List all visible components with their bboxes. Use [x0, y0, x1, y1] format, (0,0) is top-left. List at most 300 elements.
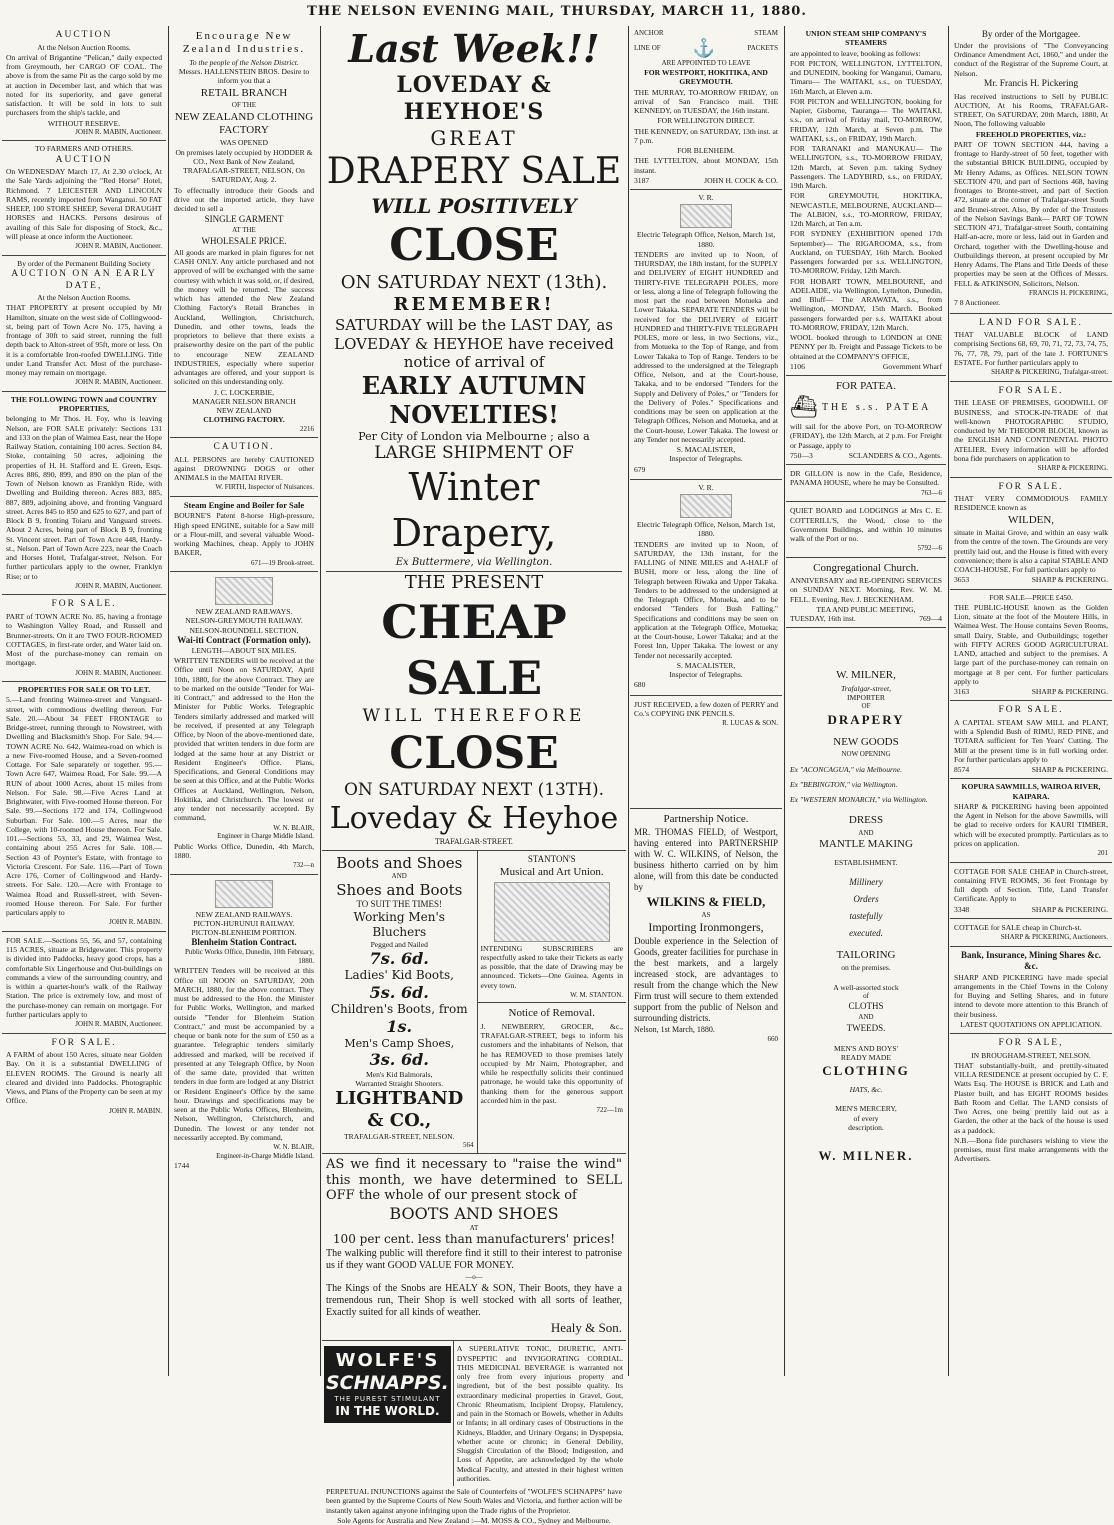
- mens-boys-label: MEN'S AND BOYS': [834, 1043, 898, 1053]
- ad-heading: UNION STEAM SHIP COMPANY'S STEAMERS: [805, 29, 927, 48]
- price: 7s. 6d.: [369, 948, 429, 968]
- ad-body: 5.—Land fronting Waimea-street and Vanguard-street, with commodious dwelling thereon. For Sale. 20.—About 34 FEET FRONTAGE to Bridge-street, running through to Nowstreet, with Dwelling and Blacksmith's Shop. For Sale. 94.—TOWN ACRE No. 642, Waimea-road on which is a new Five-roomed House, and a Seven-roomed Cottage. For Sale separately or together. 95.—Town Acre 647, Waimea Road, For Sale. 99.—A RUN of about 1000 Acres, about 15 miles from Nelson. For Sale. 98.—Five Acres Land at Brightwater, with Five-roomed House thereon. For Sale. 99.—Sections 172 and 174, Collingwood Suburban. For Sale. 100.—5 Acres, near the College, with 10-roomed House thereon. For Sale. 101.—Sections 53, 33, and 29, Waimea West, containing about 255 Acres for Sale. 108.—Section 43 of Poynter's Estate, with frontage to Victoria Crescent. For Sale. 116.—Part of Town Acre 176, Corner of Collingwood and Hardy-streets. For Sale. 120.—Acre with Frontage to Waimea Road and Russell-street, with Seven-roomed House thereon. For Sale. For further particulars apply to: [6, 695, 162, 918]
- boots-and-stanton-row: [322, 851, 626, 1154]
- tailoring-title: TAILORING: [836, 948, 896, 961]
- tastefully-label: tastefully: [849, 910, 883, 921]
- single-garment-title: SINGLE GARMENT: [204, 214, 284, 225]
- properties-to-let-ad: [2, 682, 166, 932]
- steamship-icon: ⛴: [790, 394, 818, 420]
- route-heading: FOR WESTPORT, HOKITIKA, AND GREYMOUTH.: [644, 68, 768, 87]
- ad-signature: JOHN R. MABIN, Auctioneer.: [75, 1020, 162, 1029]
- union-steam-ship-ad: [786, 26, 946, 376]
- schnapps-agents: Sole Agents for Australia and New Zealand :—M. MOSS & CO., Sydney and Melbourne.: [337, 1515, 611, 1525]
- ad-dateline: Electric Telegraph Office, Nelson, March 1st, 1880.: [636, 520, 776, 539]
- ad-connector: AND: [858, 1013, 874, 1022]
- executed-label: executed.: [849, 927, 883, 938]
- ad-heading: STEAM: [754, 29, 778, 37]
- ad-number: 750—3: [790, 450, 813, 460]
- ad-subheading: PICTON-BLENHEIM PORTION.: [191, 928, 297, 938]
- milner-signature: W. MILNER.: [818, 1148, 914, 1164]
- ad-number: 201: [1097, 849, 1108, 858]
- close-headline: CLOSE: [389, 727, 559, 779]
- golden-bay-farm-ad: [2, 1034, 166, 1120]
- ad-footer: [954, 687, 1108, 696]
- ad-heading: FOR SALE.: [51, 599, 117, 610]
- shipment-line: Ex "ACONCAGUA," via Melbourne.: [790, 764, 903, 774]
- ad-connector: OF THE: [231, 100, 257, 109]
- ad-note: WITHOUT RESERVE.: [47, 118, 121, 128]
- ad-heading: Bank, Insurance, Mining Shares &c. &c.: [960, 949, 1102, 971]
- autumn-novelties-headline: EARLY AUTUMN NOVELTIES!: [361, 371, 587, 430]
- ad-signature: Engineer in Charge Middle Island.: [217, 832, 314, 841]
- ad-body: TENDERS are invited up to Noon, of THURSDAY, the 18th instant, for the SUPPLY and DELIVERY of EIGHT HUNDRED and THIRTY-FIVE TELEGRAPH POLES, more or less, along a line of Telegraph following the most part the road between Motueka and Lower Takaka. SEPARATE TENDERS will be received for the DELIVERY of EIGHT HUNDRED and THIRTY-FIVE TELEGRAPH POLES, more or less, in two Sections, viz., from Motueka to the Top of Range, and from Lower Takaka to Top of Range. Tenders to be addressed to the undersigned at the Telegraph Office, Nelson, and at the Court-house, Takaka, and to be endorsed "Tenders for the Supply and Delivery of Poles," or "Tenders for the Delivery of Poles." Specifications and conditions may be seen on application at the Telegraph Offices, Nelson and Motueka, and at the Court-house, Lower Takaka. The lowest or any Tender not necessarily accepted.: [634, 249, 778, 444]
- wilkins-field-title: WILKINS & FIELD,: [646, 893, 766, 909]
- ad-connector: AT: [469, 1223, 479, 1232]
- clothing-title: CLOTHING: [822, 1063, 910, 1079]
- route-entry: FOR PICTON, WELLINGTON, LYTTELTON, and DUNEDIN, booking for Wanganui, Oamaru, Timaru— The WAITAKI, s.s., on TUESDAY, 16th March, at Eleven a.m.: [790, 58, 942, 96]
- ad-footer: [790, 451, 942, 460]
- ad-signature: SHARP & PICKERING, Trafalgar-street.: [991, 368, 1108, 377]
- price: 5s. 6d.: [369, 982, 429, 1002]
- ad-signature: R. LUCAS & SON.: [722, 719, 778, 728]
- route-heading: FOR WELLINGTON DIRECT.: [657, 116, 755, 126]
- mantle-making-title: MANTLE MAKING: [819, 838, 913, 851]
- schnapps-caution: PERPETUAL INJUNCTIONS against the Sale of Counterfeits of "WOLFE'S SCHNAPPS" have been granted by the Supreme Courts of New South Wales and Victoria, and further action will be instantly taken against anyone infringing upon the Trade rights of the Proprietor.: [326, 1487, 622, 1515]
- ad-heading: Shoes and Boots: [336, 881, 463, 900]
- ad-number: 722—1m: [596, 1106, 623, 1114]
- kopura-sawmills-ad: [950, 779, 1112, 862]
- ad-body: THAT VERY COMMODIOUS FAMILY RESIDENCE known as: [954, 494, 1108, 513]
- will-therefore-title: WILL THEREFORE: [362, 705, 586, 726]
- ad-signature: Inspector of Telegraphs.: [669, 454, 743, 464]
- ad-heading: FOR SALE.: [998, 481, 1064, 492]
- ad-subheading: IN BROUGHAM-STREET, NELSON.: [971, 1050, 1091, 1060]
- ad-number: 1106: [790, 361, 805, 371]
- ad-body: THE KENNEDY, on SATURDAY, 13th inst. at 7 p.m.: [634, 126, 778, 145]
- route-entry: FOR PICTON and WELLINGTON, booking for Napier, Gisborne, Tauranga— The WAITAKI, s.s., on arrival of Friday mail, TO-MORROW, FRIDAY, 12th March, at Seven p.m. The WAITAKI, s.s., on FRIDAY, 19th March.: [790, 96, 942, 143]
- auctioneer-name: Mr. Francis H. Pickering: [983, 78, 1079, 89]
- ad-number: 2216: [300, 424, 314, 433]
- ad-body: SHARP & PICKERING having been appointed the Agent in Nelson for the above Sawmills, will be glad to receive orders for KAURI TIMBER, which will be executed promptly. Particulars as to prices on application.: [954, 801, 1108, 848]
- price-headline: 100 per cent. less than manufacturers' prices!: [332, 1232, 616, 1247]
- ad-body: TENDERS are invited up to Noon, of SATURDAY, the 13th instant, for the FALLING of NINE MILES and A-HALF of BUSH, more or less, along the line of Telegraph between Riwaka and Upper Takaka. Tenders to be addressed to the undersigned at the Telegraph Office, Motueka, and to be endorsed "Tenders for Bush Falling." Specifications and conditions may be seen on application at the Telegraph Office, Motueka; at the Court-house, Lower Takaka; and at the Forest Inn, Upper Takaka. The lowest or any Tender not necessarily accepted.: [634, 539, 778, 660]
- ad-signature: MANAGER NELSON BRANCH: [192, 396, 296, 406]
- column-3: [322, 26, 626, 1525]
- ad-body: PART of TOWN ACRE No. 85, having a frontage to Washington Valley Road, and Russell and Brunner-streets. On it are TWO FOUR-ROOMED COTTAGES, in first-rate order, and Water laid on. Most of the purchase-money can remain on mortgage.: [6, 612, 162, 668]
- column-rule: [168, 26, 169, 1376]
- freehold-title: FREEHOLD PROPERTIES, viz.:: [975, 129, 1087, 139]
- ad-dateline: Public Works Office, Dunedin, 4th March, 1880.: [174, 841, 314, 860]
- schnapps-poster: [322, 1341, 453, 1486]
- ad-number: 8574: [954, 765, 970, 775]
- ad-signature: SHARP & PICKERING.: [1031, 765, 1108, 775]
- close-headline: CLOSE: [389, 219, 559, 271]
- now-opening-label: NOW OPENING: [841, 750, 891, 759]
- coal-auction-ad: [2, 26, 166, 141]
- ad-intro: By order of the Mortgagee.: [981, 29, 1081, 39]
- cottage-sale-ad: [950, 863, 1112, 919]
- ad-body: THE LEASE OF PREMISES, GOODWILL OF BUSINESS, and STOCK-IN-TRADE of that well-known PHOTOGRAPHIC STUDIO, conducted by Mr THEODOR BLOCH, known as the ENGLISH AND CONTINENTAL PHOTO ATELIER. Every information will be afforded bona fide purchasers on application to: [954, 398, 1108, 463]
- ad-footer: [790, 362, 942, 371]
- ad-body: MR. THOMAS FIELD, of Westport, having entered into PARTNERSHIP with W. C. WILKINS, of Nelson, the business hitherto carried on by him alone, will from this date be conducted by: [634, 826, 778, 892]
- on-saturday-line: ON SATURDAY NEXT (13TH).: [343, 780, 605, 801]
- ad-signature: J. C. LOCKERBIE,: [213, 387, 275, 397]
- railways-waiiti-ad: [170, 572, 318, 875]
- ad-body: A CAPITAL STEAM SAW MILL and PLANT, with a Splendid Bush of RIMU, RED PINE, and TOTARA sufficient for Ten Years' Cutting. The Mill at the present time is in full working order. For further particulars apply to: [954, 717, 1108, 764]
- ad-signature: SHARP & PICKERING.: [1031, 904, 1108, 914]
- ad-subheading: PICTON-HURUNUI RAILWAY.: [193, 918, 295, 928]
- ad-heading: AUCTION ON AN EARLY DATE,: [11, 268, 157, 291]
- ad-body: J. NEWBERRY, GROCER, &c., TRAFALGAR-STREET, begs to inform his customers and the inhabitants of Nelson, that he has REMOVED to those premises lately occupied by Mr Nairn, Photographer, and while he respectfully solicits their continued patronage, he would take this opportunity of thanking them for the generous support accorded him in the past.: [480, 1021, 623, 1105]
- royal-arms-engraving: [680, 494, 732, 518]
- ad-subheading: At the Nelson Auction Rooms.: [37, 42, 131, 52]
- partnership-notice-ad: [630, 809, 782, 1048]
- ad-body: To effectually introduce their Goods and drive out the imported article, they have decided to sell a: [174, 185, 314, 214]
- new-goods-title: NEW GOODS: [833, 735, 899, 748]
- royal-arms-engraving: [215, 880, 273, 908]
- telegraph-poles-ad: [630, 190, 782, 480]
- tweeds-title: TWEEDS.: [846, 1022, 886, 1033]
- shipment-note: Per City of London via Melbourne ; also a: [358, 429, 590, 443]
- ad-intro: To the people of the Nelson District.: [189, 57, 299, 67]
- product-line: Pegged and Nailed: [370, 939, 428, 949]
- bridgewater-sections-ad: [2, 932, 166, 1034]
- ad-body: On WEDNESDAY March 17, At 2.30 o'clock, At the Sale Yards adjoining the "Red Horse" Hotel, Richmond. 7 LEICESTER AND LINCOLN RAMS, recently imported from Wanganui. 50 FAT SHEEP, 100 STORE SHEEP, Several DRAUGHT HORSES and HACKS. Persons desirous of availing of this Sale for disposing of Stock, &c., will please at once inform the Auctioneer.: [6, 167, 162, 241]
- healy-verse: The Kings of the Snobs are HEALY & SON, Their Boots, they have a tremendous run, Their Shop is well stocked with all sorts of leather, Exactly suited for all kinds of weather.: [326, 1282, 622, 1319]
- ad-heading: AUCTION: [55, 30, 113, 40]
- ad-subheading: WAS OPENED: [220, 138, 268, 148]
- anchor-header: [634, 29, 778, 38]
- ad-body: JUST RECEIVED, a few dozen of PERRY and Co.'s COPYING INK PENCILS.: [634, 699, 778, 718]
- ready-made-label: READY MADE: [840, 1053, 892, 1063]
- hats-label: HATS, &c.: [849, 1085, 883, 1095]
- ad-number: 3653: [954, 575, 970, 585]
- ad-body: Messrs. HALLENSTEIN BROS. Desire to inform you that a: [178, 67, 310, 86]
- ad-body: FOR SALE.—Sections 55, 56, and 57, containing 115 ACRES, situate at Bridgewater. This property is divided into Paddocks, heavy good crops, has a comfortable Six Lingerhouse and Out-buildings on commands a view of the surrounding country, and is within a quarter-hour's walk of the Railway Station. The price is extremely low, and most of the purchase-money can remain on mortgage. For further particulars apply to: [6, 935, 162, 1019]
- ad-signature: SCLANDERS & CO., Agents.: [848, 450, 942, 460]
- ad-connector: OF: [861, 702, 871, 711]
- retail-branch-title: RETAIL BRANCH: [200, 86, 288, 99]
- ad-heading: FOR PATEA.: [835, 380, 897, 392]
- ad-signature: JOHN R. MABIN, Auctioneer.: [75, 668, 162, 677]
- ad-signature: NEW ZEALAND: [216, 406, 272, 416]
- ad-body: THE LYTTELTON, about MONDAY, 15th instant.: [634, 156, 778, 175]
- ad-footer: [954, 905, 1108, 914]
- ad-heading: THE FOLLOWING TOWN and COUNTRY PROPERTIES,: [10, 394, 158, 414]
- wolfe-schnapps-ad: [322, 1341, 626, 1486]
- ad-dateline: Electric Telegraph Office, Nelson, March 1st, 1880.: [636, 230, 776, 249]
- product-line: Men's Camp Shoes,: [344, 1036, 455, 1050]
- ad-signature: W. M. STANTON.: [570, 990, 623, 999]
- steam-engine-ad: [170, 497, 318, 572]
- column-rule: [320, 26, 321, 1376]
- shipment-line: Ex "WESTERN MONARCH," via Wellington.: [790, 795, 928, 805]
- route-heading: FOR BLENHEIM.: [677, 146, 735, 156]
- column-rule: [784, 26, 785, 1376]
- anchor-icon: ⚓: [692, 37, 716, 58]
- factory-title: NEW ZEALAND CLOTHING FACTORY: [174, 110, 314, 136]
- ad-dateline: Nelson, 1st March, 1880.: [634, 1024, 715, 1034]
- ad-body: On arrival of Brigantine "Pelican," daily expected from Greymouth, her CARGO OF COAL. The above is from the same Pit as the cargo sold by me at auction in December last, and which that was noted for its superiority, and gave general satisfaction. It will be sold in lots to suit purchasers from the ship's tackle, and: [6, 52, 162, 118]
- ad-body: THAT VALUABLE BLOCK of LAND comprising Sections 68, 69, 70, 71, 72, 73, 74, 75, 76, 77, 78, 79, part of the late J. FORTUNE'S ESTATE. For further particulars apply to: [954, 330, 1108, 367]
- ad-number: 564: [463, 1141, 474, 1150]
- ad-footer: [634, 176, 778, 185]
- ad-signature: JOHN R. MABIN.: [109, 918, 162, 927]
- every-label: of every: [853, 1113, 879, 1123]
- cottage-church-st-ad: [950, 919, 1112, 947]
- ad-number: 3187: [634, 175, 650, 185]
- ad-number: 7 8 Auctioneer.: [954, 298, 1001, 308]
- ad-body: A SUPERLATIVE TONIC, DIURETIC, ANTI-DYSPEPTIC and INVIGORATING CORDIAL. THIS MEDICINAL BEVERAGE is warranted not only free from every injurious property and ingredient, but of the best possible quality. Its extraordinary medicinal properties in Gravel, Gout, Chronic Rheumatism, Incipient Dropsy, Flatulency, and pain in the Stomach or Bowels, whether in Adults or Infants; in all ordinary cases of Obstructions in the Kidneys, Bladder, and Urinary Organs; in Dyspepsia, whether acute or chronic; in General Debility, Sluggish Circulation of the Blood; Indigestion, and Loss of Appetite, are acknowledged by the whole Medical Faculty, and attested in their highest written authorities.: [456, 1344, 623, 1483]
- ad-body: DR GILLON is now in the Cafe, Residence, PANAMA HOUSE, where he may be Consulted.: [790, 469, 942, 488]
- ad-dateline: Public Works Office, Dunedin, 10th February, 1880.: [185, 948, 314, 965]
- ad-heading: NEW ZEALAND RAILWAYS.: [195, 909, 293, 919]
- ad-heading: KOPURA SAWMILLS, WAIROA RIVER, KAIPARA.: [961, 782, 1101, 801]
- harp-and-instruments-engraving: [494, 882, 610, 942]
- ad-body: COTTAGE FOR SALE CHEAP in Church-street, containing FIVE ROOMS, 36 feet Frontage by full depth of Section. Title, Land Transfer Certificate. Apply to: [954, 866, 1108, 904]
- column-5: [786, 26, 946, 1376]
- ad-number: 769—4: [919, 614, 942, 624]
- vr-cipher: V. R.: [698, 193, 714, 203]
- address-line: TRAFALGAR-STREET.: [434, 837, 514, 846]
- vr-cipher: V. R.: [698, 482, 714, 492]
- ad-heading: Partnership Notice.: [663, 812, 749, 825]
- ad-signature: W. FIRTH, Inspector of Nuisances.: [215, 483, 314, 492]
- ad-footer: [954, 575, 1108, 584]
- board-lodging-ad: [786, 502, 946, 558]
- schnapps-title: SCHNAPPS.: [326, 1372, 449, 1395]
- ad-body: PART OF TOWN SECTION 444, having a frontage to Hardy-street of 50 feet, together with the substantial BRICK BUILDING, occupied by Mr Henry Adams, as Offices. NELSON TOWN SECTION 470, and part of Sections 468, having frontages to Bronte-street, and part of Section 472, situate at the corner of Trafalgar-street South and Brunei-street. Also, By order of the Trustees of the Nelson Savings Bank— PART OF TOWN SECTION 471, Trafalgar-street South, containing Half-an-acre, more or less, laid out in Garden and Orchard, together with the Dwelling-house and Outbuildings thereon, at present occupied by Mr Henry Adams. The Plans and Title Deeds of these properties may be seen at the Offices of Messrs. FELL & ATKINSON, Solicitors, Nelson.: [954, 139, 1108, 288]
- ad-number: 660: [767, 1035, 778, 1044]
- ad-number: 1744: [174, 1161, 190, 1171]
- ad-subheading: TO SUIT THE TIMES!: [356, 899, 443, 910]
- ad-heading: STANTON'S: [527, 854, 576, 865]
- schnapps-text: [453, 1341, 626, 1486]
- ship-name: THE s.s. PATEA: [821, 401, 932, 413]
- shares-brokerage-ad: [950, 947, 1112, 1034]
- w-milner-ad: [786, 628, 946, 1169]
- ad-heading: LINE OF: [634, 44, 661, 53]
- anchor-header: [634, 38, 778, 60]
- ad-body: THE MURRAY, TO-MORROW FRIDAY, on arrival of San Francisco mail. THE KENNEDY, on TUESDAY, the 16th instant.: [634, 87, 778, 116]
- ad-body: SHARP AND PICKERING have made special arrangements in the Chief Towns in the Colony for Buying and Selling Shares, and in future intend to devote more attention to this Branch of their business.: [954, 972, 1108, 1019]
- ad-signature: 671—19 Brook-street.: [251, 558, 314, 567]
- establishment-label: ESTABLISHMENT.: [834, 857, 898, 867]
- public-house-ad: [950, 590, 1112, 702]
- ad-body: The walking public will therefore find it still to their interest to patronise us if they want GOOD VALUE FOR MONEY.: [326, 1247, 622, 1272]
- dr-gillon-ad: [786, 465, 946, 502]
- ad-signature: JOHN R. MABIN, Auctioneer.: [75, 242, 162, 251]
- ad-subheading: NELSON-GREYMOUTH RAILWAY.: [185, 616, 303, 626]
- on-saturday-line: ON SATURDAY NEXT (13th).: [340, 272, 608, 294]
- ad-body: Double experience in the Selection of Goods, greater facilities for purchase in the best markets, and a largely increased stock, are advantages to result from the change which the New Firm trust will secure to them extended support from the public of Nelson and surrounding districts.: [634, 935, 778, 1023]
- ad-signature: CLOTHING FACTORY.: [203, 415, 285, 425]
- patea-ship-row: [790, 394, 942, 421]
- nz-clothing-factory-ad: [170, 26, 318, 438]
- ad-body: A FARM of about 150 Acres, situate near Golden Bay. On it is a substantial DWELLING of ELEVEN ROOMS. The Ground is nearly all cleared and divided into Paddocks. Photographic Views, and Plans of the Property can be seen at my Office.: [6, 1050, 162, 1106]
- great-title: GREAT: [430, 126, 518, 151]
- healy-son-ad: [322, 1154, 626, 1342]
- schnapps-footer: [322, 1487, 626, 1525]
- winter-drapery-headline: Winter Drapery,: [391, 464, 557, 556]
- ad-heading: Steam Engine and Boiler for Sale: [183, 499, 305, 510]
- farmers-auction-ad: [2, 141, 166, 255]
- tea-meeting-title: TEA AND PUBLIC MEETING,: [816, 604, 916, 614]
- ad-number: 3163: [954, 687, 970, 697]
- ad-signature: JOHN R. MABIN.: [109, 1106, 162, 1115]
- product-line: Working Men's Bluchers: [353, 910, 445, 939]
- ad-body: ANNIVERSARY and RE-OPENING SERVICES on SUNDAY NEXT. Morning, Rev. W. M. FELL. Evening, Rev. J. BECKENHAM.: [790, 576, 942, 604]
- ad-body: COTTAGE for SALE cheap in Church-st.: [954, 922, 1082, 932]
- notice-of-removal-ad: [478, 1003, 627, 1117]
- ad-signature: SHARP & PICKERING.: [1031, 575, 1108, 585]
- product-line: Men's Kid Balmorals,: [365, 1069, 433, 1079]
- present-title: THE PRESENT: [326, 571, 622, 594]
- importer-label: IMPORTER: [847, 693, 885, 703]
- importing-ironmongers-title: Importing Ironmongers,: [648, 920, 764, 935]
- ad-signature: FRANCIS H. PICKERING,: [1029, 288, 1108, 297]
- ad-note: N.B.—Bona fide purchasers wishing to view the premises, must first make arrangements with the Advertisers.: [954, 1135, 1108, 1164]
- ad-subheading: ARE APPOINTED TO LEAVE: [661, 59, 751, 68]
- ad-signature: SHARP & PICKERING.: [1031, 687, 1108, 697]
- milner-name: W. MILNER,: [836, 669, 896, 682]
- royal-arms-engraving: [215, 577, 273, 605]
- ad-body: QUIET BOARD and LODGINGS at Mrs C. E. COTTERILL'S, the Wood, close to the Government Buildings, and within 10 minutes walk of the Port or no.: [790, 506, 942, 544]
- ad-signature: SHARP & PICKERING, Auctioneers.: [1000, 933, 1108, 942]
- land-for-sale-ad: [950, 314, 1112, 382]
- ad-signature: SHARP & PICKERING.: [1037, 464, 1108, 473]
- ad-body: THAT PROPERTY at present occupied by Mr Hamilton, situate on the west side of Collingwood-st, being part of Town Acre No. 175, having a frontage of 30ft to said street, running the full depth back to Alton-street of 95ft, more or less. On it is a comfortable Iron-roofed DWELLING. Title under Land Transfer Act. Most of the purchase-money may remain on mortgage.: [6, 303, 162, 378]
- ad-connector: AND: [858, 828, 874, 837]
- ad-heading: Encourage New Zealand Industries.: [182, 30, 306, 56]
- shipment-line: Ex "BEBINGTON," via Wellington.: [790, 779, 898, 789]
- royal-arms-engraving: [680, 204, 732, 228]
- ad-footer: [790, 614, 942, 623]
- ad-number: 680: [634, 680, 646, 690]
- ad-number: 679: [634, 464, 646, 474]
- ad-body: will sail for the above Port, on TO-MORROW (FRIDAY), the 12th March, at 2 p.m. For Freight or Passage, apply to: [790, 422, 942, 450]
- cloths-title: CLOTHS: [848, 1001, 884, 1012]
- villa-residence-ad: [950, 1034, 1112, 1169]
- ad-divider: —o—: [465, 1273, 483, 1282]
- railways-blenheim-ad: [170, 875, 318, 1176]
- contract-title: Blenheim Station Contract.: [191, 937, 297, 948]
- ad-signature: S. MACALISTER,: [676, 445, 736, 455]
- large-shipment-title: LARGE SHIPMENT OF: [374, 443, 574, 464]
- ad-heading: Boots and Shoes: [336, 854, 463, 873]
- column-2: [170, 26, 318, 1376]
- column-rule: [628, 26, 629, 1376]
- remember-title: REMEMBER!: [393, 294, 555, 316]
- route-entry: FOR TARANAKI and MANUKAU— The WELLINGTON, s.s., TO-MORROW FRIDAY, 12th March, at Seven p.m. taking Sydney Passengers. The LADYBIRD, s.s., on FRIDAY, 19th March.: [790, 144, 942, 190]
- ad-heading: FOR SALE.: [998, 385, 1064, 396]
- route-entry: FOR SYDNEY (EXHIBITION opened 17th September)— The RIGAROOMA, s.s., from Auckland, on TUESDAY, 16th March. Booked Passengers forwarded per s.s. WELLINGTON, TO-MORROW, Friday, 12th March.: [790, 229, 942, 276]
- cheap-sale-headline: CHEAP SALE: [381, 594, 567, 705]
- ad-signature: JOHN R. MABIN, Auctioneer.: [75, 581, 162, 590]
- ad-signature: JOHN H. COCK & CO.: [704, 175, 778, 185]
- last-day-notice: SATURDAY will be the LAST DAY, as LOVEDAY & HEYHOE have received notice of arrival of: [334, 316, 614, 371]
- dress-title: DRESS: [848, 814, 884, 827]
- ad-body: Under the provisions of "The Conveyancing Ordinance Amendment Act, 1860," and under the conduct of the Registrar of the Supreme Court, at Nelson.: [954, 40, 1108, 78]
- ad-body: WRITTEN TENDERS will be received at the Office until Noon on SATURDAY, April 10th, 1880, for the above Contract. They are to be marked on the outside "Tender for Wai-iti Contract," and addressed to the Hon the Minister for Public Works. Telegraphic Tenders similarly addressed and marked will be received, if presented at any Telegraph Office, by Noon of the above-mentioned date, provided that written tenders in due form are lodged at the same hour at any District or Resident Engineer's Office. Plans, Specifications, and General Conditions may be seen at this Office, and at the Public Works Offices at Auckland, Wellington, Nelson, Hokitika, and Christchurch. The lowest or any tender not necessarily accepted. By command,: [174, 656, 314, 823]
- last-week-headline: Last Week!!: [348, 26, 600, 71]
- ad-number: 5792—6: [917, 544, 942, 553]
- orders-label: Orders: [853, 894, 879, 904]
- ad-heading: TO FARMERS AND OTHERS.: [34, 144, 134, 154]
- purest-stimulant-line: THE PUREST STIMULANT: [334, 1395, 441, 1404]
- wholesale-price-title: WHOLESALE PRICE.: [201, 235, 287, 246]
- ad-signature: Inspector of Telegraphs.: [669, 670, 743, 680]
- address-line: TRAFALGAR-STREET, NELSON.: [344, 1131, 455, 1141]
- ad-body: All goods are marked in plain figures for net CASH ONLY. Any article purchased and not approved of will be exchanged with the same courtesy with which it was sold, or, if desired, the money will be returned. The success which has attended the New Zealand Clothing Factory's Retail Branches in Auckland, Wellington, Christchurch, Dunedin, and other towns, leads the proprietors to believe that there exists a praiseworthy desire on the part of the public to encourage NEW ZEALAND INDUSTRIES, especially where superior advantages are offered, and your support is solicited on this understanding only.: [174, 247, 314, 387]
- column-6: [950, 26, 1112, 1376]
- ad-heading: NEW ZEALAND RAILWAYS.: [195, 607, 293, 617]
- event-date: TUESDAY, 16th inst.: [790, 614, 856, 624]
- mercery-label: MEN'S MERCERY,: [835, 1104, 897, 1114]
- ad-body: situate in Maitai Grove, and within an easy walk from the centre of the town. The Grounds are very prettily laid out, and the House is fitted with every convenience; there is also a capital STABLE AND COACH-HOUSE. For full particulars apply to: [954, 528, 1108, 575]
- ad-subheading: LENGTH—ABOUT SIX MILES.: [191, 645, 297, 655]
- loveday-heyhoe-title: LOVEDAY & HEYHOE'S: [396, 72, 552, 126]
- address-line: Trafalgar-street,: [841, 683, 891, 693]
- product-line: Warranted Straight Shooters.: [355, 1078, 444, 1088]
- congregational-church-ad: [786, 558, 946, 629]
- ad-body: belonging to Mr Thos. H. Foy, who is leaving Nelson, are FOR SALE privately: Sections 131 and 133 on the plan of Waimea East, near the Hope Railway Station, containing 100 acres. Section 84, Stoke, containing 50 acres, adjoining the properties of H. H. Stafford and E. Green, Esqs. Acres 886, 890, 899, and 890 on the plan of the Town of Nelson known as Franklyn Ride, with Dwelling and Building thereon. Acres 883, 885, 887, 889, adjoining above, and fronting Vanguard street. Acres 845 to 850 and 625 to 627, and part of Block B 9, fronting Toiaru and Vanguard streets. About 2 Acres, being part of Block B 9, fronting St. Vincent street. Part of Town Acre 448, Hardy-st., Nelson. Part of Town Acre 223, near the Coach and Horses Hotel, Trafalgar-street, Nelson. For further particulars apply to the owner, Franklyn Rise; or to: [6, 414, 162, 581]
- ad-heading: FOR SALE—PRICE £450.: [989, 592, 1073, 602]
- ad-subheading: NELSON-ROUNDELL SECTION,: [189, 625, 299, 635]
- ad-heading: Notice of Removal.: [508, 1007, 595, 1020]
- ad-heading: LAND FOR SALE.: [979, 317, 1083, 328]
- ad-heading: FOR SALE.: [998, 705, 1064, 716]
- ad-heading: PACKETS: [747, 44, 778, 53]
- ad-number: 732—n: [293, 861, 314, 870]
- masthead: THE NELSON EVENING MAIL, THURSDAY, MARCH 11, 1880.: [307, 4, 807, 19]
- ad-connector: AS: [701, 910, 711, 919]
- ad-connector: AND: [391, 872, 407, 881]
- copying-pencils-ad: [630, 696, 782, 809]
- patea-ad: [786, 376, 946, 465]
- photo-studio-lease-ad: [950, 382, 1112, 478]
- ad-connector: of: [863, 991, 869, 1000]
- town-acre-85-ad: [2, 595, 166, 682]
- wilden-title: WILDEN,: [1007, 513, 1055, 526]
- product-line: Ladies' Kid Boots,: [344, 968, 454, 983]
- ad-signature: S. MACALISTER,: [676, 660, 736, 670]
- ad-body: Has received instructions to Sell by PUBLIC AUCTION, At his Rooms, TRAFALGAR-STREET, On SATURDAY, 20th March, 1880, At Noon, The following valuable: [954, 91, 1108, 129]
- drapery-sale-headline: DRAPERY SALE: [326, 151, 622, 193]
- ad-body: On premises lately occupied by HODDER & CO., Next Bank of New Zealand, TRAFALGAR-STREET, NELSON, On SATURDAY, Aug. 2.: [175, 147, 313, 185]
- stanton-removal-stack: [477, 851, 627, 1153]
- ad-number: 763—6: [921, 488, 942, 497]
- product-line: Children's Boots, from: [330, 1002, 468, 1017]
- drapery-title: DRAPERY: [827, 711, 905, 727]
- ad-body: ALL PERSONS are hereby CAUTIONED against DROWNING DOGS or other ANIMALS in the MAITAI RIVER.: [174, 454, 314, 483]
- ad-heading: PROPERTIES FOR SALE OR TO LET.: [17, 685, 151, 695]
- ad-body: INTENDING SUBSCRIBERS are respectfully asked to take their Tickets as early as possible, that the date of Drawing may be announced. Tickets—One Guinea. Agents in every town.: [480, 943, 623, 990]
- lightband-signature: LIGHTBAND & CO.,: [335, 1088, 464, 1131]
- bush-falling-ad: [630, 480, 782, 696]
- ad-body: AS we find it necessary to "raise the wind" this month, we have determined to SELL OFF the whole of our present stock of: [326, 1156, 622, 1204]
- ad-heading: FOR SALE,: [998, 1038, 1064, 1049]
- ad-heading: ANCHOR: [634, 29, 664, 37]
- caution-ad: [170, 438, 318, 497]
- premises-label: on the premises.: [841, 963, 891, 973]
- ad-heading: FOR SALE.: [51, 1037, 117, 1048]
- shipment-note: Ex Buttermere, via Wellington.: [395, 556, 553, 568]
- ad-heading: Congregational Church.: [813, 561, 919, 574]
- description-label: description.: [848, 1122, 884, 1132]
- quotations-note: LATEST QUOTATIONS ON APPLICATION.: [960, 1019, 1102, 1029]
- column-4: [630, 26, 782, 1376]
